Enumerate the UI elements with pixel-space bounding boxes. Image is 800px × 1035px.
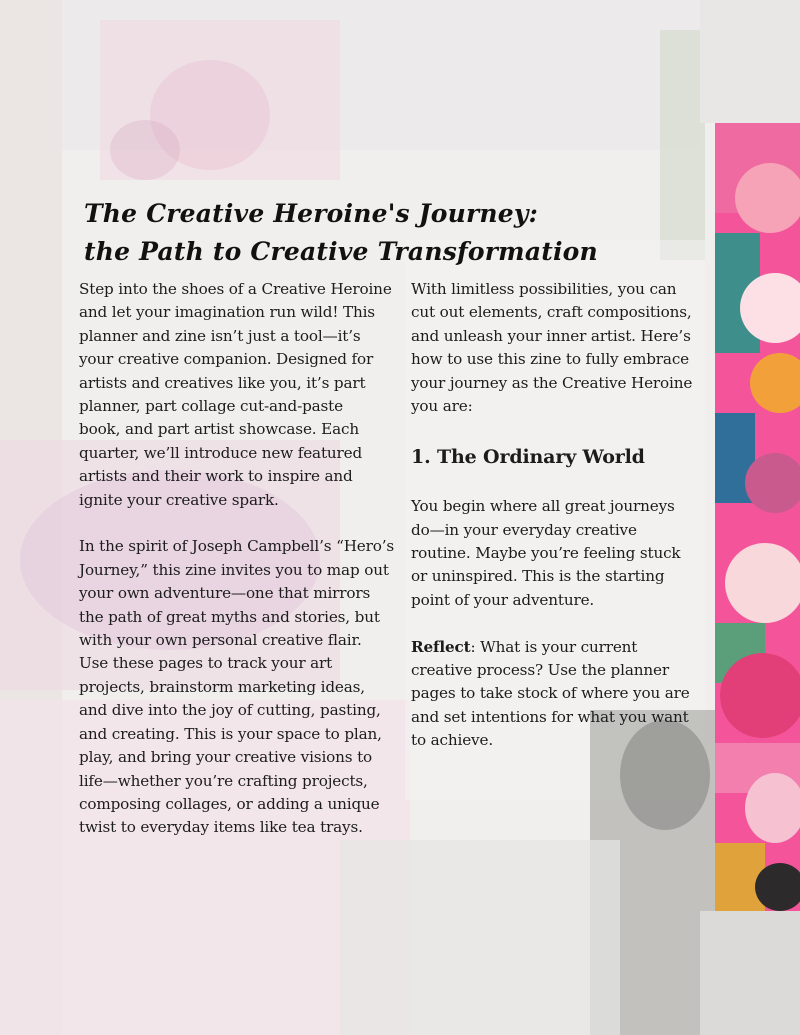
possibilities-paragraph: With limitless possibilities, you can cut out elements, craft compositions, and unleash your inner artist. Here’s how to use this zine to fully embrace your journey as the Creative Heroine you are: — [411, 280, 693, 416]
section-heading: 1. The Ordinary World — [411, 445, 645, 468]
ordinary-world-paragraph: You begin where all great journeys do—in your everyday creative routine. Maybe you’re feeling stuck or uninspired. This is the starting point of your adventure. — [411, 497, 681, 609]
intro-paragraph: Step into the shoes of a Creative Heroine and let your imagination run wild! This planner and zine isn’t just a tool—it’s your creative companion. Designed for artists and creatives like you, it’s part planner, part collage cut-and-paste book, and part artist showcase. Each quarter, we’ll introduce new featured artists and their work to inspire and ignite your creative spark. — [79, 280, 392, 509]
reflect-paragraph — [411, 636, 711, 753]
floral-collage-strip — [715, 123, 800, 911]
right-text-column — [411, 278, 711, 776]
title-line-2: the Path to Creative Transformation — [84, 237, 598, 266]
reflect-text: : What is your current creative process? Use the planner pages to take stock of where you are and set intentions for what you want to achieve. — [411, 637, 690, 750]
heros-journey-paragraph: In the spirit of Joseph Campbell’s “Hero’s Journey,” this zine invites you to map out your own adventure—one that mirrors the path of great myths and stories, but with your own personal creative flair. Use these pages to track your art projects, brainstorm marketing ideas, and dive into the joy of cutting, pasting, and creating. This is your space to plan, play, and bring your creative visions to life—whether you’re crafting projects, composing collages, or adding a unique twist to everyday items like tea trays. — [79, 537, 395, 837]
reflect-label: Reflect — [411, 637, 471, 656]
page-title — [84, 195, 598, 271]
left-text-column — [79, 278, 405, 863]
title-line-1: The Creative Heroine's Journey: — [84, 199, 539, 228]
